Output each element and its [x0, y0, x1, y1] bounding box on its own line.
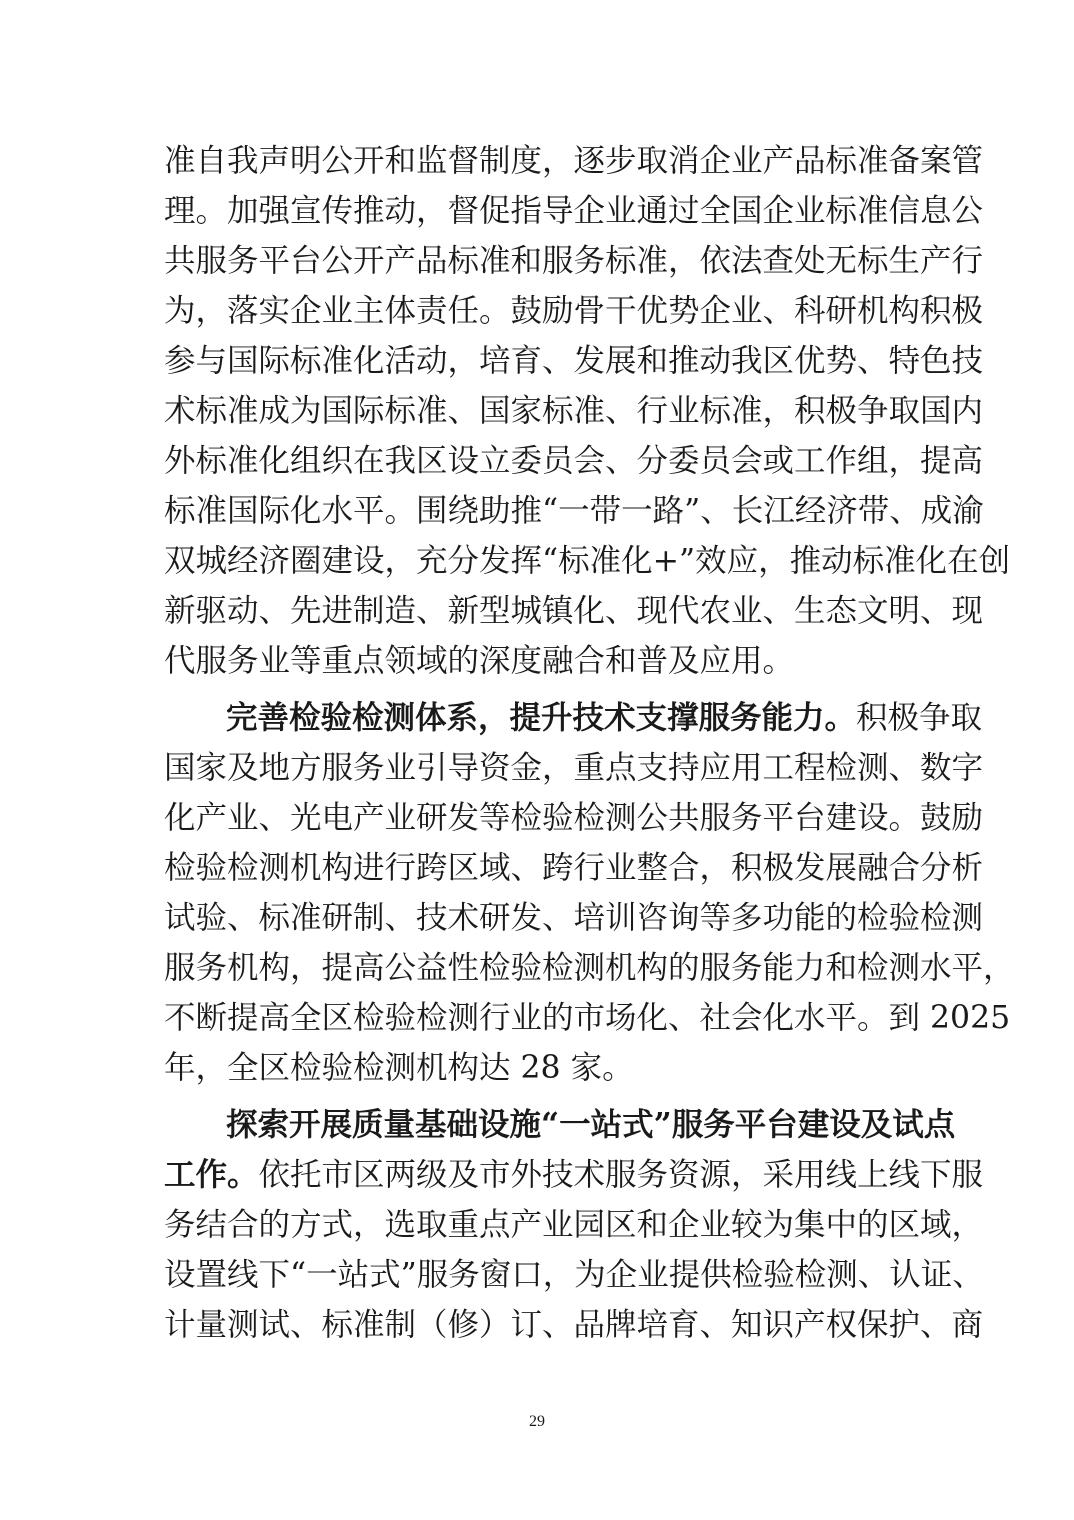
paragraph-2-line-6: 服务机构，提高公益性检验检测机构的服务能力和检测水平， — [164, 950, 1015, 986]
paragraph-1-line-5: 参与国际标准化活动，培育、发展和推动我区优势、特色技 — [164, 343, 984, 379]
paragraph-1-line-6: 术标准成为国际标准、国家标准、行业标准，积极争取国内 — [164, 393, 984, 429]
paragraph-3-heading-line-2: 工作。 — [164, 1156, 259, 1193]
paragraph-3-line-2-rest: 依托市区两级及市外技术服务资源，采用线上线下服 — [258, 1157, 984, 1193]
paragraph-1-line-8: 标准国际化水平。围绕助推“一带一路”、长江经济带、成渝 — [164, 493, 984, 529]
paragraph-2-line-3: 化产业、光电产业研发等检验检测公共服务平台建设。鼓励 — [164, 800, 984, 836]
paragraph-2-heading: 完善检验检测体系，提升技术支撑服务能力。 — [226, 699, 857, 736]
paragraph-1-line-3: 共服务平台公开产品标准和服务标准，依法查处无标生产行 — [164, 243, 984, 279]
paragraph-3-line-3: 务结合的方式，选取重点产业园区和企业较为集中的区域， — [164, 1207, 984, 1243]
paragraph-1-line-1: 准自我声明公开和监督制度，逐步取消企业产品标准备案管 — [164, 143, 984, 179]
paragraph-3-line-4: 设置线下“一站式”服务窗口，为企业提供检验检测、认证、 — [164, 1257, 984, 1293]
paragraph-2-line-1 — [226, 693, 983, 743]
paragraph-1-line-4: 为，落实企业主体责任。鼓励骨干优势企业、科研机构积极 — [164, 293, 984, 329]
paragraph-2-line-1-rest: 积极争取 — [856, 700, 983, 736]
paragraph-1-line-11: 代服务业等重点领域的深度融合和普及应用。 — [164, 643, 795, 679]
paragraph-1-line-7: 外标准化组织在我区设立委员会、分委员会或工作组，提高 — [164, 443, 984, 479]
paragraph-1-line-10: 新驱动、先进制造、新型城镇化、现代农业、生态文明、现 — [164, 593, 984, 629]
paragraph-2-line-5: 试验、标准研制、技术研发、培训咨询等多功能的检验检测 — [164, 900, 984, 936]
paragraph-1-line-2: 理。加强宣传推动，督促指导企业通过全国企业标准信息公 — [164, 193, 984, 229]
paragraph-3-line-2 — [164, 1150, 984, 1200]
paragraph-3-line-5: 计量测试、标准制（修）订、品牌培育、知识产权保护、商 — [164, 1307, 984, 1343]
page-number: 29 — [529, 1413, 545, 1430]
paragraph-2-line-4: 检验检测机构进行跨区域、跨行业整合，积极发展融合分析 — [164, 850, 984, 886]
paragraph-3-heading-line-1: 探索开展质量基础设施“一站式”服务平台建设及试点 — [226, 1106, 956, 1143]
paragraph-1-line-9: 双城经济圈建设，充分发挥“标准化+”效应，推动标准化在创 — [164, 543, 1011, 579]
paragraph-2-line-8: 年，全区检验检测机构达 28 家。 — [164, 1050, 634, 1086]
paragraph-2-line-2: 国家及地方服务业引导资金，重点支持应用工程检测、数字 — [164, 750, 984, 786]
paragraph-2-line-7: 不断提高全区检验检测行业的市场化、社会化水平。到 2025 — [164, 1000, 1011, 1036]
